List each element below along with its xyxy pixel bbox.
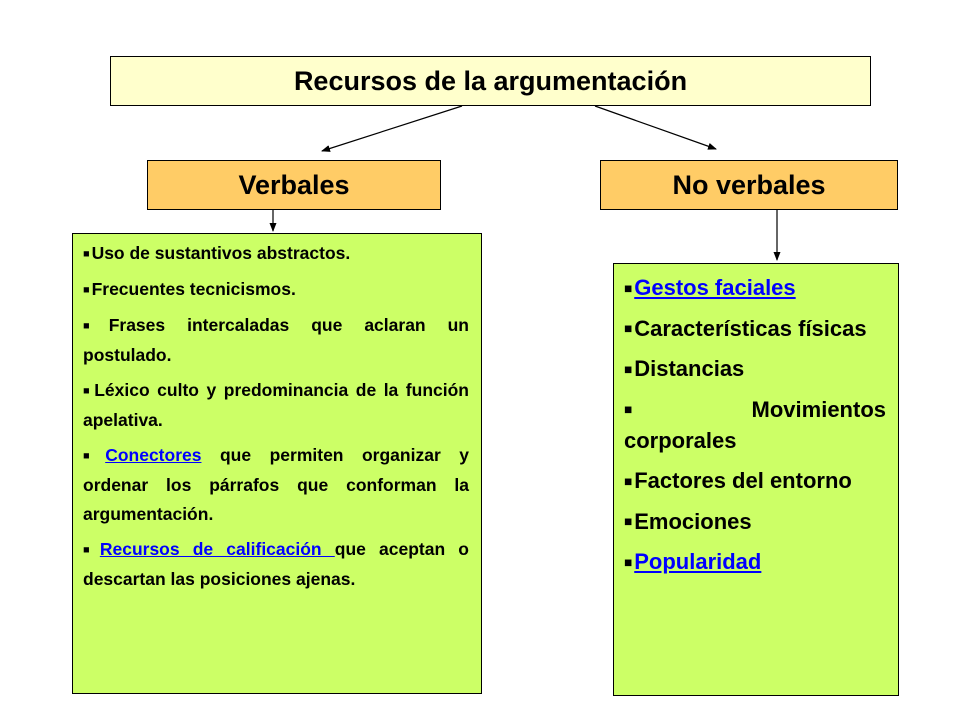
bullet-icon: ■ <box>624 473 633 489</box>
bullet-icon: ■ <box>624 402 750 418</box>
diagram-title: Recursos de la argumentación <box>110 56 871 106</box>
item-text: Léxico culto y predominancia de la función apelativa. <box>83 380 469 431</box>
no-verbales-item <box>624 394 886 457</box>
item-text: Emociones <box>634 508 752 534</box>
category-no-verbales: No verbales <box>600 160 898 210</box>
arrow-to-no-verbales <box>595 106 716 149</box>
item-text: Distancias <box>634 356 745 382</box>
bullet-icon: ■ <box>624 280 633 296</box>
no-verbales-item <box>624 546 886 578</box>
item-text: Movimientos corporales <box>624 396 886 454</box>
popularidad-link[interactable]: Popularidad <box>634 549 762 575</box>
category-verbales: Verbales <box>147 160 441 210</box>
arrow-to-verbales <box>322 106 462 151</box>
bullet-icon: ■ <box>83 450 104 463</box>
bullet-icon: ■ <box>83 284 90 297</box>
bullet-icon: ■ <box>624 361 633 377</box>
no-verbales-item <box>624 353 886 385</box>
item-text: que permiten organizar y ordenar los párrafos que conforman la argumentación. <box>83 445 469 525</box>
recursos-calificacion-link[interactable]: Recursos de calificación <box>99 539 335 560</box>
verbales-item <box>83 441 469 529</box>
item-text: Características físicas <box>634 315 867 341</box>
no-verbales-list <box>613 263 899 696</box>
verbales-list <box>72 233 482 694</box>
conectores-link[interactable]: Conectores <box>105 445 202 466</box>
gestos-faciales-link[interactable]: Gestos faciales <box>634 275 796 300</box>
no-verbales-item <box>624 313 886 345</box>
verbales-item <box>83 311 469 370</box>
verbales-item <box>83 376 469 435</box>
no-verbales-item <box>624 272 886 304</box>
verbales-item <box>83 239 469 269</box>
bullet-icon: ■ <box>624 514 633 530</box>
verbales-item <box>83 535 469 594</box>
item-text: Uso de sustantivos abstractos. <box>91 243 351 263</box>
no-verbales-item <box>624 506 886 538</box>
item-text: Frases intercaladas que aclaran un postulado. <box>83 315 469 366</box>
bullet-icon: ■ <box>83 544 98 557</box>
bullet-icon: ■ <box>83 248 90 261</box>
bullet-icon: ■ <box>624 554 633 570</box>
bullet-icon: ■ <box>83 320 107 333</box>
bullet-icon: ■ <box>624 321 633 337</box>
item-text: que aceptan o descartan las posiciones ajenas. <box>83 539 469 590</box>
item-text: Frecuentes tecnicismos. <box>91 279 296 300</box>
item-text: Factores del entorno <box>634 468 852 494</box>
bullet-icon: ■ <box>83 385 93 398</box>
no-verbales-item <box>624 465 886 497</box>
verbales-item <box>83 275 469 305</box>
